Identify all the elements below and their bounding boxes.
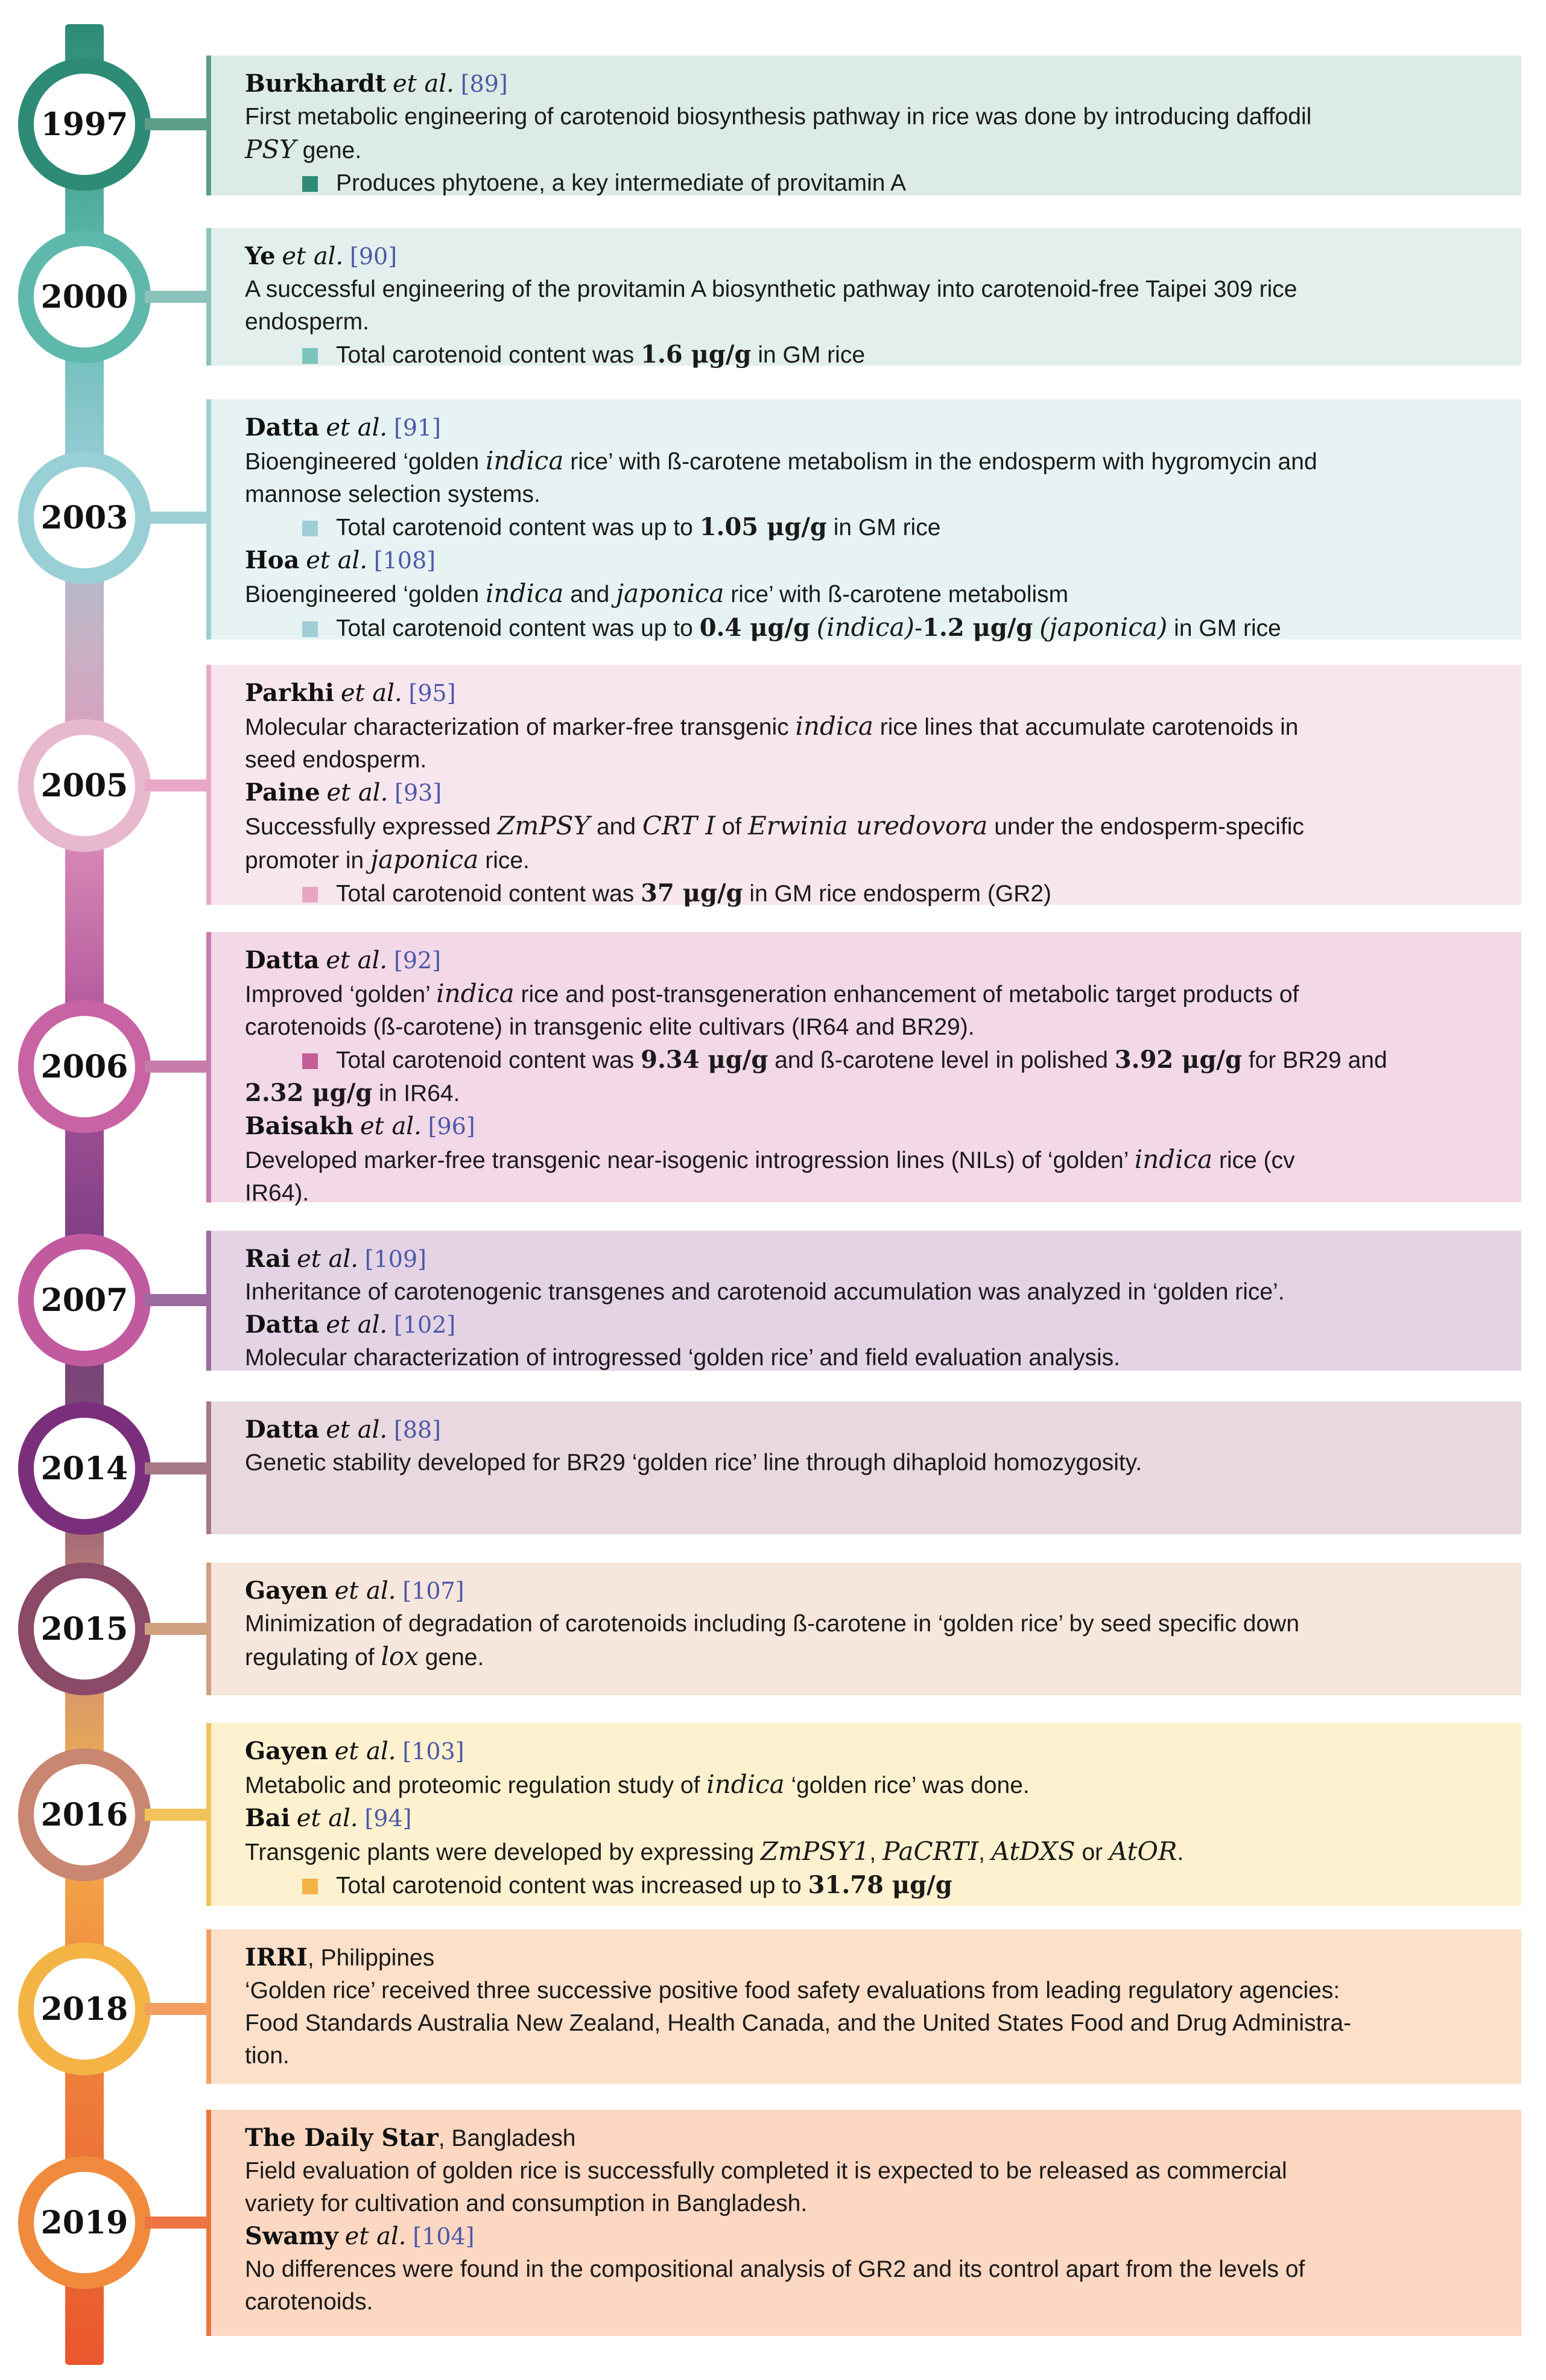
entry-text: endosperm. — [245, 309, 369, 335]
square-bullet-icon — [302, 1053, 318, 1069]
connector-2015 — [145, 1623, 211, 1635]
entry-text: First metabolic engineering of carotenoid biosynthesis pathway in rice was done by introducing daffodil — [245, 104, 1312, 130]
author-name: Ye — [245, 242, 276, 270]
author-name: Parkhi — [245, 679, 334, 707]
entry-text: Transgenic plants were developed by expressing ZmPSY1, PaCRTI, AtDXS or AtOR. — [245, 1836, 1184, 1866]
entry-text: mannose selection systems. — [245, 481, 540, 507]
connector-2005 — [145, 779, 211, 792]
reference-link[interactable]: [88] — [394, 1417, 442, 1443]
timeline-node-1997 — [18, 58, 151, 191]
timeline-node-2003 — [18, 451, 151, 584]
year-label: 2006 — [40, 1048, 128, 1085]
timeline-node-2018 — [18, 1943, 151, 2075]
entry-heading — [245, 1575, 1508, 1608]
reference-link[interactable]: [89] — [460, 71, 508, 97]
year-label: 2016 — [40, 1796, 128, 1833]
timeline-node-2019 — [18, 2156, 151, 2289]
reference-link[interactable]: [108] — [373, 547, 436, 574]
timeline-card-2000 — [206, 228, 1521, 369]
connector-1997 — [145, 118, 211, 130]
bullet-point: Total carotenoid content was up to 0.4 μg/g (indica)-1.2 μg/g (japonica) in GM rice — [245, 611, 1508, 645]
entry-heading — [245, 2122, 1508, 2155]
author-name: Paine — [245, 778, 320, 807]
entry-text: Inheritance of carotenogenic transgenes and carotenoid accumulation was analyzed in ‘golden rice’. — [245, 1279, 1285, 1305]
author-name: Gayen — [245, 1576, 328, 1605]
entry-text: Field evaluation of golden rice is successfully completed it is expected to be released as commercial — [245, 2158, 1287, 2184]
timeline-card-2007 — [206, 1231, 1521, 1371]
reference-link[interactable]: [95] — [408, 680, 456, 706]
author-name: IRRI — [245, 1943, 308, 1972]
et-al: et al. — [334, 1577, 396, 1605]
entry-text: Molecular characterization of introgressed ‘golden rice’ and field evaluation analysis. — [245, 1345, 1121, 1371]
year-label: 2014 — [40, 1450, 128, 1487]
connector-2007 — [145, 1294, 211, 1306]
timeline-card-2006 — [206, 932, 1521, 1206]
connector-2019 — [145, 2217, 211, 2229]
year-label: 1997 — [40, 106, 128, 143]
et-al: et al. — [306, 547, 368, 574]
entry-heading — [245, 1941, 1508, 1975]
square-bullet-icon — [302, 621, 318, 637]
timeline-node-2005 — [18, 719, 151, 852]
timeline-card-2003 — [206, 399, 1521, 642]
et-al: et al. — [296, 1804, 358, 1832]
entry-heading — [245, 68, 1508, 101]
entry-text: No differences were found in the compositional analysis of GR2 and its control apart from the levels of — [245, 2256, 1305, 2282]
timeline-node-2015 — [18, 1563, 151, 1695]
et-al: et al. — [326, 1311, 388, 1339]
reference-link[interactable]: [103] — [402, 1738, 464, 1765]
entry-heading — [245, 544, 1508, 577]
author-name: Burkhardt — [245, 69, 387, 98]
entry-text: tion. — [245, 2043, 290, 2069]
et-al: et al. — [326, 414, 388, 442]
author-name: Datta — [245, 1415, 320, 1444]
year-label: 2000 — [40, 278, 128, 316]
reference-link[interactable]: [93] — [394, 779, 442, 806]
entry-heading — [245, 2220, 1508, 2253]
timeline-card-2019 — [206, 2110, 1521, 2336]
timeline-node-2014 — [18, 1402, 151, 1535]
author-name: Bai — [245, 1804, 290, 1832]
entry-text: regulating of lox gene. — [245, 1642, 484, 1671]
square-bullet-icon — [302, 1879, 318, 1894]
author-name: Rai — [245, 1245, 291, 1273]
entry-text: Improved ‘golden’ indica rice and post-transgeneration enhancement of metabolic target products of — [245, 979, 1299, 1008]
year-label: 2018 — [40, 1990, 128, 2028]
reference-link[interactable]: [96] — [428, 1113, 475, 1140]
et-al: et al. — [326, 947, 388, 974]
entry-text: Metabolic and proteomic regulation study of indica ‘golden rice’ was done. — [245, 1769, 1030, 1799]
entry-text: promoter in japonica rice. — [245, 845, 530, 874]
entry-heading — [245, 240, 1508, 273]
reference-link[interactable]: [91] — [394, 414, 442, 441]
timeline-node-2007 — [18, 1234, 151, 1366]
timeline-card-2005 — [206, 665, 1521, 905]
year-label: 2005 — [40, 767, 128, 804]
timeline-card-1997 — [206, 56, 1521, 195]
bullet-point: Total carotenoid content was increased up to 31.78 μg/g — [245, 1869, 1508, 1902]
bullet-point: Produces phytoene, a key intermediate of provitamin A — [245, 167, 1508, 200]
entry-text: IR64). — [245, 1180, 309, 1206]
entry-heading — [245, 1309, 1508, 1342]
year-label: 2019 — [40, 2204, 128, 2241]
connector-2000 — [145, 291, 211, 303]
timeline-node-2006 — [18, 1000, 151, 1133]
reference-link[interactable]: [92] — [394, 947, 442, 974]
connector-2003 — [145, 512, 211, 524]
reference-link[interactable]: [107] — [402, 1578, 464, 1604]
reference-link[interactable]: [94] — [364, 1805, 412, 1832]
entry-heading — [245, 1802, 1508, 1835]
author-name: Gayen — [245, 1737, 328, 1765]
square-bullet-icon — [302, 176, 318, 192]
source-location: , Bangladesh — [438, 2125, 576, 2151]
et-al: et al. — [360, 1112, 422, 1140]
year-label: 2003 — [40, 499, 128, 536]
square-bullet-icon — [302, 521, 318, 536]
entry-heading — [245, 944, 1508, 977]
reference-link[interactable]: [109] — [364, 1246, 426, 1272]
entry-heading — [245, 1110, 1508, 1143]
reference-link[interactable]: [104] — [413, 2223, 475, 2250]
et-al: et al. — [340, 679, 402, 707]
entry-text: Successfully expressed ZmPSY and CRT I of Erwinia uredovora under the endosperm-specific — [245, 811, 1304, 840]
entry-heading — [245, 1414, 1508, 1447]
timeline-node-2000 — [18, 230, 151, 363]
author-name: Datta — [245, 1310, 320, 1339]
square-bullet-icon — [302, 348, 318, 364]
entry-heading — [245, 677, 1508, 710]
et-al: et al. — [326, 1416, 388, 1444]
entry-text: carotenoids (ß-carotene) in transgenic elite cultivars (IR64 and BR29). — [245, 1014, 975, 1040]
entry-text: Bioengineered ‘golden indica rice’ with ß-carotene metabolism in the endosperm with hygromycin and — [245, 446, 1317, 475]
entry-text: Molecular characterization of marker-free transgenic indica rice lines that accumulate carotenoids in — [245, 711, 1299, 741]
source-location: , Philippines — [307, 1945, 435, 1971]
entry-text: Genetic stability developed for BR29 ‘golden rice’ line through dihaploid homozygosity. — [245, 1450, 1142, 1476]
bullet-point: Total carotenoid content was 1.6 μg/g in GM rice — [245, 338, 1508, 372]
et-al: et al. — [326, 779, 388, 807]
entry-text: variety for cultivation and consumption in Bangladesh. — [245, 2191, 808, 2217]
entry-heading — [245, 1243, 1508, 1276]
square-bullet-icon — [302, 887, 318, 903]
connector-2014 — [145, 1462, 211, 1474]
entry-text: Bioengineered ‘golden indica and japonica rice’ with ß-carotene metabolism — [245, 579, 1069, 608]
reference-link[interactable]: [102] — [394, 1312, 456, 1338]
entry-text: PSY gene. — [245, 135, 362, 164]
timeline-card-2015 — [206, 1563, 1521, 1695]
year-label: 2015 — [40, 1610, 128, 1648]
et-al: et al. — [393, 70, 454, 98]
et-al: et al. — [282, 243, 344, 270]
author-name: Swamy — [245, 2222, 338, 2250]
bullet-point: Total carotenoid content was up to 1.05 μg/g in GM rice — [245, 511, 1508, 544]
author-name: Datta — [245, 413, 320, 442]
entry-text: Developed marker-free transgenic near-isogenic introgression lines (NILs) of ‘golden’ indica rice (cv — [245, 1144, 1295, 1174]
entry-text: ‘Golden rice’ received three successive positive food safety evaluations from leading regulatory agencies: — [245, 1978, 1340, 2004]
entry-text: A successful engineering of the provitamin A biosynthetic pathway into carotenoid-free Taipei 309 rice — [245, 276, 1297, 302]
et-al: et al. — [344, 2223, 407, 2250]
timeline-node-2016 — [18, 1748, 151, 1881]
entry-heading — [245, 1735, 1508, 1768]
author-name: Datta — [245, 946, 320, 974]
entry-text: carotenoids. — [245, 2289, 373, 2315]
author-name: The Daily Star — [245, 2124, 439, 2152]
entry-heading — [245, 411, 1508, 445]
entry-heading — [245, 776, 1508, 810]
year-label: 2007 — [40, 1281, 128, 1319]
et-al: et al. — [297, 1245, 358, 1273]
bullet-point: Total carotenoid content was 9.34 μg/g and ß-carotene level in polished 3.92 μg/g for BR29 and — [245, 1044, 1508, 1077]
timeline-card-2016 — [206, 1723, 1521, 1906]
author-name: Baisakh — [245, 1112, 354, 1140]
entry-text: seed endosperm. — [245, 747, 427, 773]
connector-2006 — [145, 1061, 211, 1073]
entry-text: 2.32 μg/g in IR64. — [245, 1079, 460, 1107]
entry-text: Minimization of degradation of carotenoids including ß-carotene in ‘golden rice’ by seed specific down — [245, 1611, 1300, 1637]
timeline-card-2018 — [206, 1929, 1521, 2084]
timeline-card-2014 — [206, 1401, 1521, 1534]
author-name: Hoa — [245, 546, 300, 574]
bullet-point: Total carotenoid content was 37 μg/g in GM rice endosperm (GR2) — [245, 877, 1508, 910]
et-al: et al. — [334, 1737, 396, 1765]
connector-2016 — [145, 1809, 211, 1821]
connector-2018 — [145, 2003, 211, 2015]
reference-link[interactable]: [90] — [350, 243, 398, 270]
entry-text: Food Standards Australia New Zealand, Health Canada, and the United States Food and Drug Administra- — [245, 2010, 1352, 2036]
